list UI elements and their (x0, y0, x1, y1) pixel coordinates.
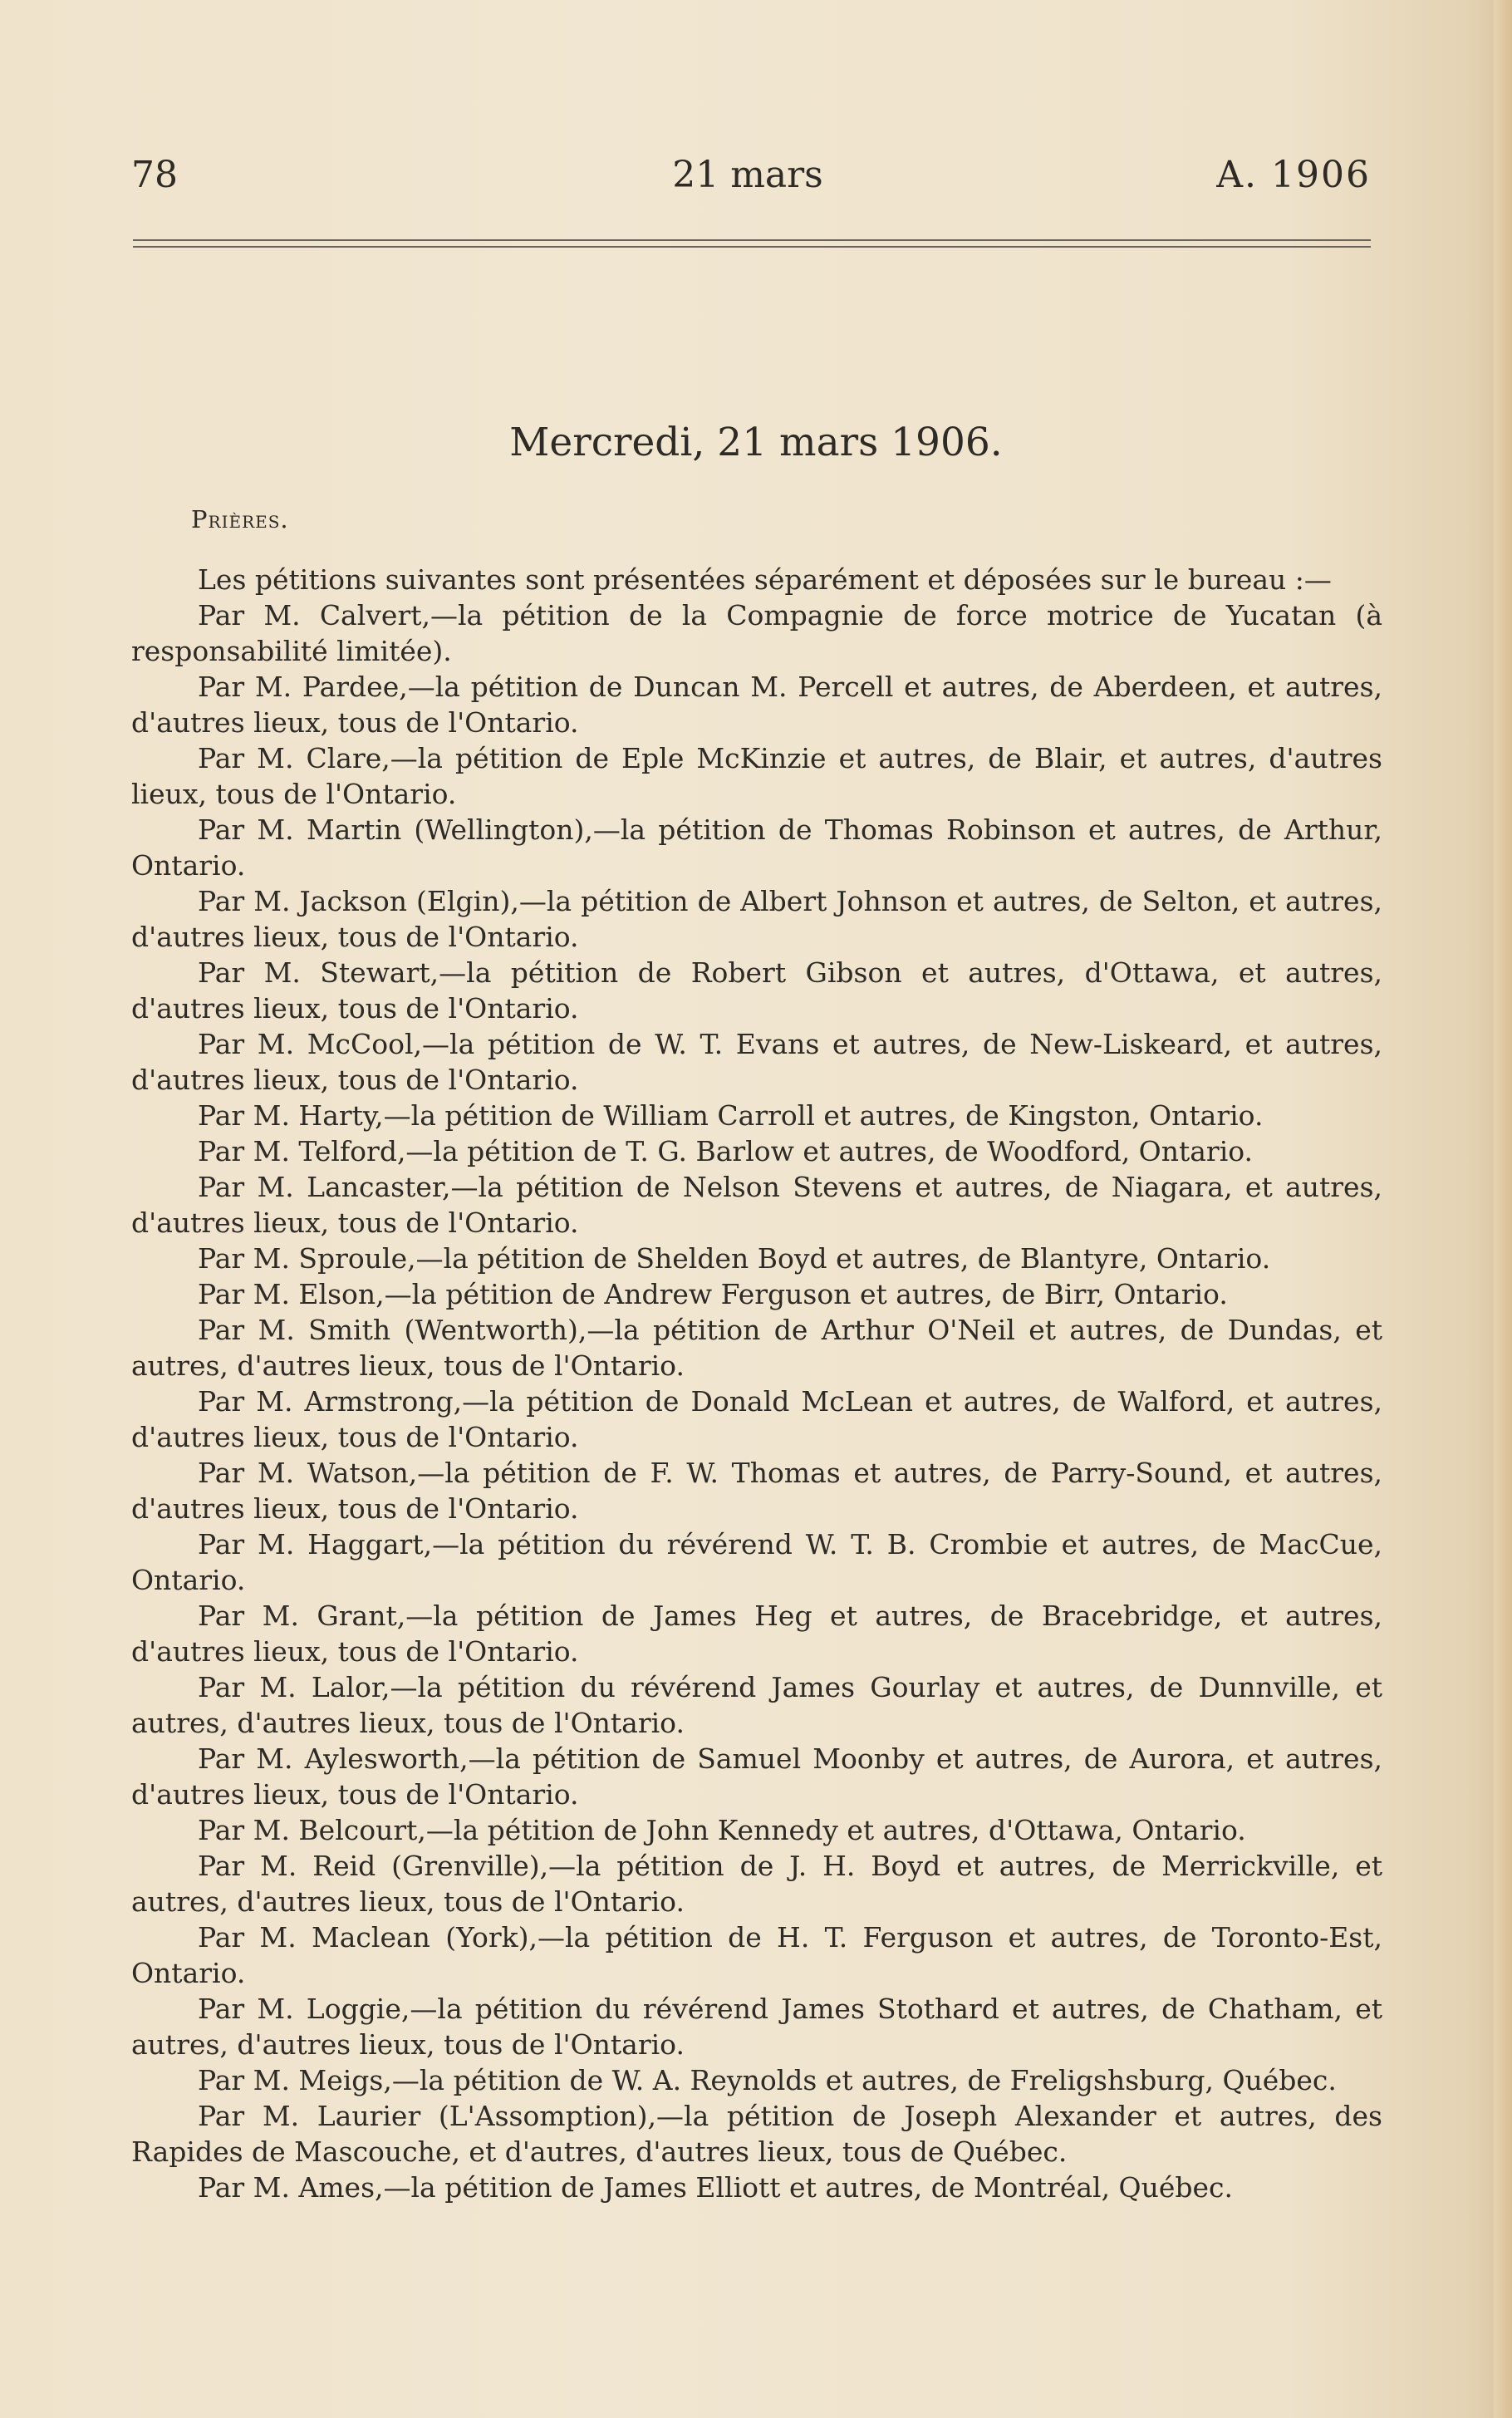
paragraph: Par M. Maclean (York),—la pétition de H. T. Ferguson et autres, de Toronto-Est, Ontario. (131, 1921, 1382, 1989)
paragraph: Par M. Lancaster,—la pétition de Nelson Stevens et autres, de Niagara, et autres, d'autres lieux, tous de l'Ontario. (131, 1171, 1382, 1239)
paragraph: Par M. Lalor,—la pétition du révérend James Gourlay et autres, de Dunnville, et autres, d'autres lieux, tous de l'Ontario. (131, 1671, 1382, 1739)
running-header (125, 154, 1371, 204)
paragraph: Par M. McCool,—la pétition de W. T. Evans et autres, de New-Liskeard, et autres, d'autres lieux, tous de l'Ontario. (131, 1028, 1382, 1096)
paragraph: Par M. Laurier (L'Assomption),—la pétition de Joseph Alexander et autres, des Rapides de Mascouche, et d'autres, d'autres lieux, tous de Québec. (131, 2100, 1382, 2168)
paragraph: Par M. Sproule,—la pétition de Shelden Boyd et autres, de Blantyre, Ontario. (198, 1242, 1271, 1275)
paragraph: Par M. Telford,—la pétition de T. G. Barlow et autres, de Woodford, Ontario. (198, 1135, 1254, 1167)
paragraph: Par M. Loggie,—la pétition du révérend James Stothard et autres, de Chatham, et autres, d'autres lieux, tous de l'Ontario. (131, 1993, 1382, 2061)
section-heading: Prières. (191, 505, 289, 533)
document-body (131, 562, 1382, 2205)
paragraph: Par M. Meigs,—la pétition de W. A. Reynolds et autres, de Freligshsburg, Québec. (198, 2064, 1337, 2096)
paragraph: Par M. Smith (Wentworth),—la pétition de Arthur O'Neil et autres, de Dundas, et autres, d'autres lieux, tous de l'Ontario. (131, 1314, 1382, 1382)
paragraph: Par M. Aylesworth,—la pétition de Samuel Moonby et autres, de Aurora, et autres, d'autres lieux, tous de l'Ontario. (131, 1742, 1382, 1811)
paragraph: Par M. Calvert,—la pétition de la Compagnie de force motrice de Yucatan (à responsabilité limitée). (131, 599, 1382, 667)
paragraph: Par M. Ames,—la pétition de James Elliott et autres, de Montréal, Québec. (198, 2171, 1234, 2204)
paragraph: Par M. Armstrong,—la pétition de Donald McLean et autres, de Walford, et autres, d'autres lieux, tous de l'Ontario. (131, 1385, 1382, 1453)
paragraph: Les pétitions suivantes sont présentées séparément et déposées sur le bureau :— (198, 563, 1332, 596)
paragraph: Par M. Stewart,—la pétition de Robert Gibson et autres, d'Ottawa, et autres, d'autres lieux, tous de l'Ontario. (131, 956, 1382, 1025)
page-edge (1494, 0, 1512, 2418)
paragraph: Par M. Belcourt,—la pétition de John Kennedy et autres, d'Ottawa, Ontario. (198, 1814, 1246, 1846)
header-rule-bottom (133, 246, 1371, 248)
paragraph: Par M. Martin (Wellington),—la pétition de Thomas Robinson et autres, de Arthur, Ontario. (131, 813, 1382, 882)
header-rule-top (133, 239, 1371, 241)
page-number: 78 (131, 154, 178, 196)
page-title: Mercredi, 21 mars 1906. (509, 420, 1003, 465)
paragraph: Par M. Clare,—la pétition de Eple McKinzie et autres, de Blair, et autres, d'autres lieux, tous de l'Ontario. (131, 742, 1382, 810)
paragraph: Par M. Jackson (Elgin),—la pétition de Albert Johnson et autres, de Selton, et autres, d'autres lieux, tous de l'Ontario. (131, 885, 1382, 953)
paragraph: Par M. Elson,—la pétition de Andrew Ferguson et autres, de Birr, Ontario. (198, 1278, 1228, 1310)
paragraph: Par M. Pardee,—la pétition de Duncan M. Percell et autres, de Aberdeen, et autres, d'autres lieux, tous de l'Ontario. (131, 671, 1382, 739)
header-year: A. 1906 (1216, 154, 1371, 196)
paragraph: Par M. Reid (Grenville),—la pétition de J. H. Boyd et autres, de Merrickville, et autres, d'autres lieux, tous de l'Ontario. (131, 1850, 1382, 1918)
header-date: 21 mars (672, 154, 823, 196)
paragraph: Par M. Watson,—la pétition de F. W. Thomas et autres, de Parry-Sound, et autres, d'autres lieux, tous de l'Ontario. (131, 1457, 1382, 1525)
paragraph: Par M. Harty,—la pétition de William Carroll et autres, de Kingston, Ontario. (198, 1099, 1264, 1132)
paragraph: Par M. Haggart,—la pétition du révérend W. T. B. Crombie et autres, de MacCue, Ontario. (131, 1528, 1382, 1596)
paragraph: Par M. Grant,—la pétition de James Heg et autres, de Bracebridge, et autres, d'autres lieux, tous de l'Ontario. (131, 1600, 1382, 1668)
